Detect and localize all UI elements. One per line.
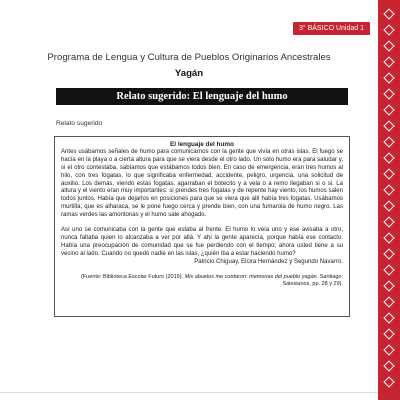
diamond-icon: [383, 296, 394, 307]
footer-divider: [0, 392, 378, 393]
diamond-icon: [383, 360, 394, 371]
diamond-icon: [383, 376, 394, 387]
grade-unit-badge: 3° BÁSICO Unidad 1: [293, 22, 370, 35]
story-paragraph: Antes usábamos señales de humo para comunicarnos con la gente que vivía en otras islas. El fuego se hacía en la playa o a cierta altura para que se viera desde el otro lado. Un solo humo era para saludar y, si el otro contestaba, sabíamos que estábamos todos bien. En caso de emergencia, eran tres humos al hilo, con tres fogatas, lo que significaba enfermedad, accidente, peligro, urgencia, una solicitud de auxilio. Los demás, viendo estas fogatas, agarraban el botecito y a vela o a remo llegaban si o si. La altura y el viento eran muy importantes: si prendes tres fogatas y de repente hay viento, los humos salen todos juntos. Había que dejarlos en posiciones para que se viera que allí había tres fogatas. Usábamos murtilla, que es alharaca, se le pone fuego cerca y prende bien, con una fumarola de humo negro. Las ramas verdes las amontonas y el humo sale ahogado.: [61, 148, 343, 219]
diamond-icon: [383, 248, 394, 259]
diamond-icon: [383, 8, 394, 19]
source-book-title: Mis abuelos me contaron: memorias del pueblo yagán.: [184, 273, 319, 280]
diamond-icon: [383, 24, 394, 35]
section-label: Relato sugerido: [56, 120, 103, 127]
diamond-icon: [383, 88, 394, 99]
diamond-icon: [383, 328, 394, 339]
diamond-icon: [383, 216, 394, 227]
diamond-icon: [383, 40, 394, 51]
diamond-icon: [383, 152, 394, 163]
people-title: Yagán: [174, 68, 204, 79]
diamond-icon: [383, 344, 394, 355]
diamond-icon: [383, 72, 394, 83]
source-suffix: Santiago: Salesianos, pp. 28 y 29).: [282, 273, 343, 287]
diamond-icon: [383, 104, 394, 115]
program-title: Programa de Lengua y Cultura de Pueblos Originarios Ancestrales: [47, 52, 331, 63]
page-title: Relato sugerido: El lenguaje del humo: [56, 88, 348, 105]
story-box: [54, 136, 350, 317]
diamond-icon: [383, 312, 394, 323]
story-source: [61, 274, 343, 288]
source-prefix: (Fuente: Biblioteca Escolar Futuro (2019).: [80, 273, 185, 280]
diamond-icon: [383, 232, 394, 243]
diamond-icon: [383, 168, 394, 179]
diamond-icon: [383, 200, 394, 211]
diamond-icon: [383, 56, 394, 67]
diamond-icon: [383, 264, 394, 275]
diamond-icon: [383, 120, 394, 131]
diamond-icon: [383, 280, 394, 291]
diamond-pattern: [383, 10, 395, 386]
diamond-icon: [383, 136, 394, 147]
diamond-icon: [383, 184, 394, 195]
story-paragraph: Así uno se comunicaba con la gente que estaba al frente. El humo lo veía uno y ese avisaba a otro, nunca faltaba quien lo alcanzaba a ver por allá. Y ahí la gente aparecía, porque había ese contacto. Había una preocupación de comunidad que se fue perdiendo con el tiempo; ahora usted tiene a su vecino al lado. Cuando no quedó nadie en las islas, ¿quién iba a estar haciendo humo?: [61, 227, 343, 257]
story-authors: Patricio Chiguay, Elcira Hernández y Segundo Navarro.: [194, 258, 343, 265]
story-title: El lenguaje del humo: [170, 141, 234, 148]
right-decorative-strip: [378, 0, 400, 400]
